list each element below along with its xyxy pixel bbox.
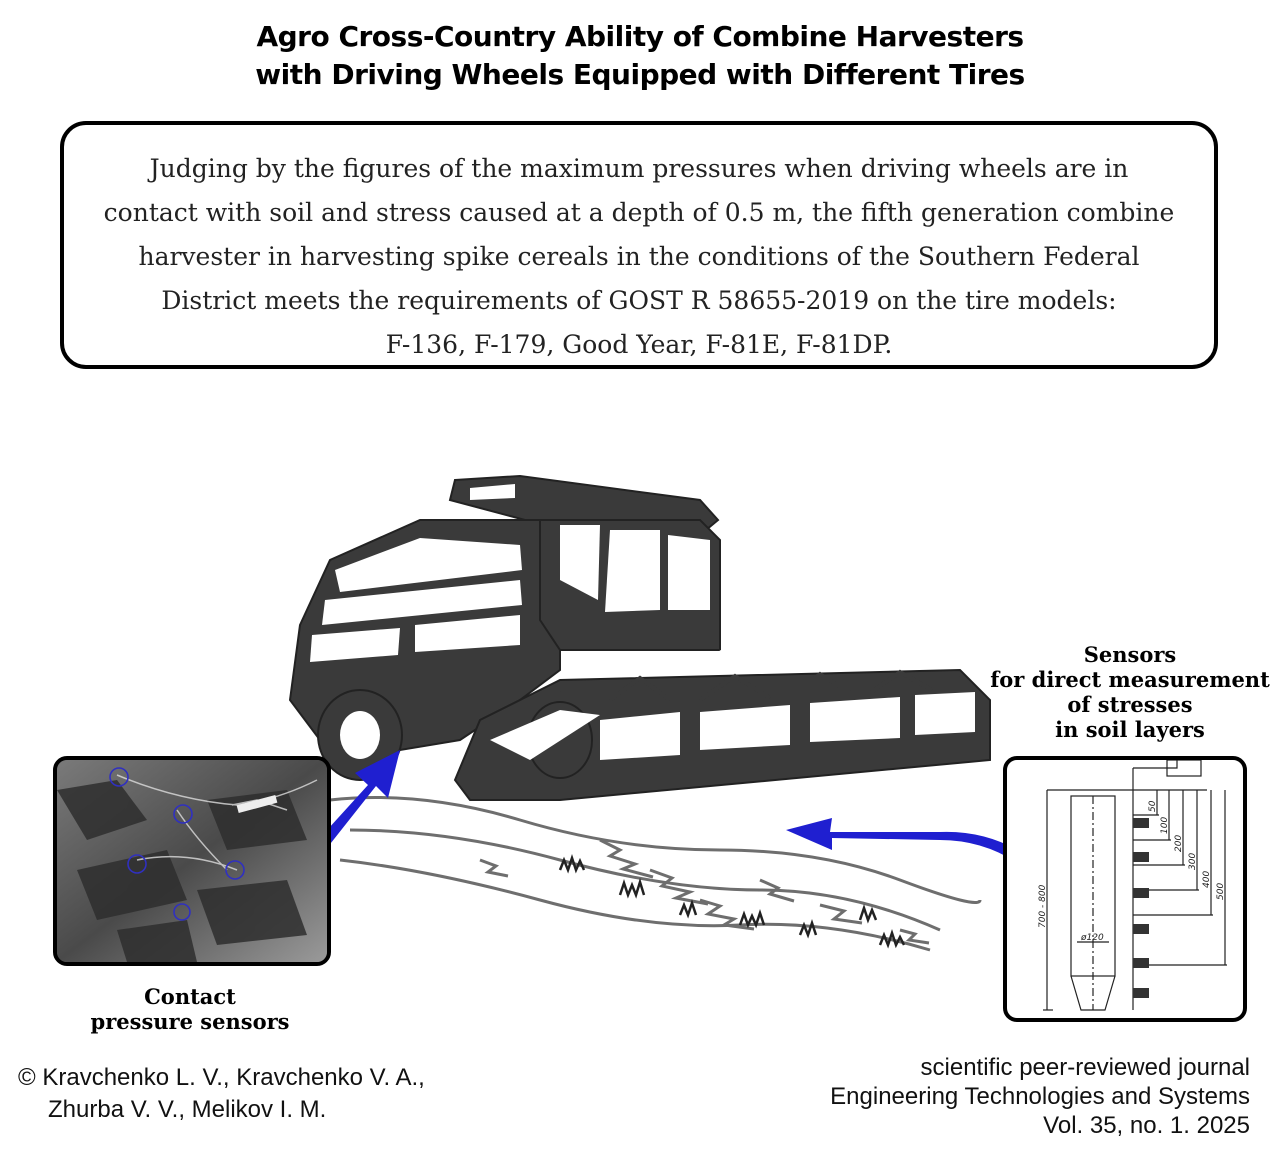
contact-sensors-label bbox=[60, 984, 320, 1034]
summary-line-4: District meets the requirements of GOST R 58655-2019 on the tire models: bbox=[161, 286, 1117, 315]
contact-label-line-2: pressure sensors bbox=[90, 1009, 290, 1034]
authors-line-1: © Kravchenko L. V., Kravchenko V. A., bbox=[18, 1064, 425, 1091]
authors-copyright bbox=[18, 1062, 425, 1126]
sensors-label-line-1: Sensors bbox=[1083, 642, 1177, 667]
journal-line-1: scientific peer-reviewed journal bbox=[920, 1054, 1250, 1081]
summary-line-5: F-136, F-179, Good Year, F-81E, F-81DP. bbox=[385, 330, 893, 359]
sensor-probe-drawing bbox=[1007, 760, 1243, 1018]
summary-line-3: harvester in harvesting spike cereals in the conditions of the Southern Federal bbox=[138, 242, 1140, 271]
sensors-label-line-4: in soil layers bbox=[1055, 717, 1205, 742]
summary-line-1: Judging by the figures of the maximum pressures when driving wheels are in bbox=[149, 154, 1129, 183]
height-label: 700 - 800 bbox=[1038, 884, 1048, 928]
depth-label-100: 100 bbox=[1160, 816, 1170, 834]
field-ground bbox=[330, 798, 980, 951]
summary-line-2: contact with soil and stress caused at a depth of 0.5 m, the fifth generation combine bbox=[103, 198, 1175, 227]
depth-label-200: 200 bbox=[1174, 834, 1184, 852]
title-line-1: Agro Cross-Country Ability of Combine Harvesters bbox=[256, 20, 1024, 53]
journal-info bbox=[830, 1053, 1250, 1140]
diameter-label: ø120 bbox=[1081, 933, 1104, 943]
journal-line-2: Engineering Technologies and Systems bbox=[830, 1083, 1250, 1110]
authors-line-2: Zhurba V. V., Melikov I. M. bbox=[48, 1096, 327, 1123]
depth-label-300: 300 bbox=[1188, 852, 1198, 870]
journal-line-3: Vol. 35, no. 1. 2025 bbox=[1043, 1112, 1250, 1139]
contact-label-line-1: Contact bbox=[144, 984, 236, 1009]
depth-label-500: 500 bbox=[1216, 882, 1226, 900]
summary-box bbox=[60, 121, 1218, 369]
tire-photo-illustration bbox=[57, 760, 327, 962]
depth-label-50: 50 bbox=[1148, 800, 1158, 812]
title-line-2: with Driving Wheels Equipped with Different Tires bbox=[255, 58, 1025, 91]
sensors-label bbox=[985, 642, 1275, 742]
soil-sensor-diagram bbox=[1003, 756, 1247, 1022]
contact-sensor-photo bbox=[53, 756, 331, 966]
sensors-label-line-2: for direct measurement bbox=[990, 667, 1270, 692]
sensors-label-line-3: of stresses bbox=[1067, 692, 1193, 717]
depth-label-400: 400 bbox=[1202, 870, 1212, 888]
page-title bbox=[0, 18, 1280, 94]
